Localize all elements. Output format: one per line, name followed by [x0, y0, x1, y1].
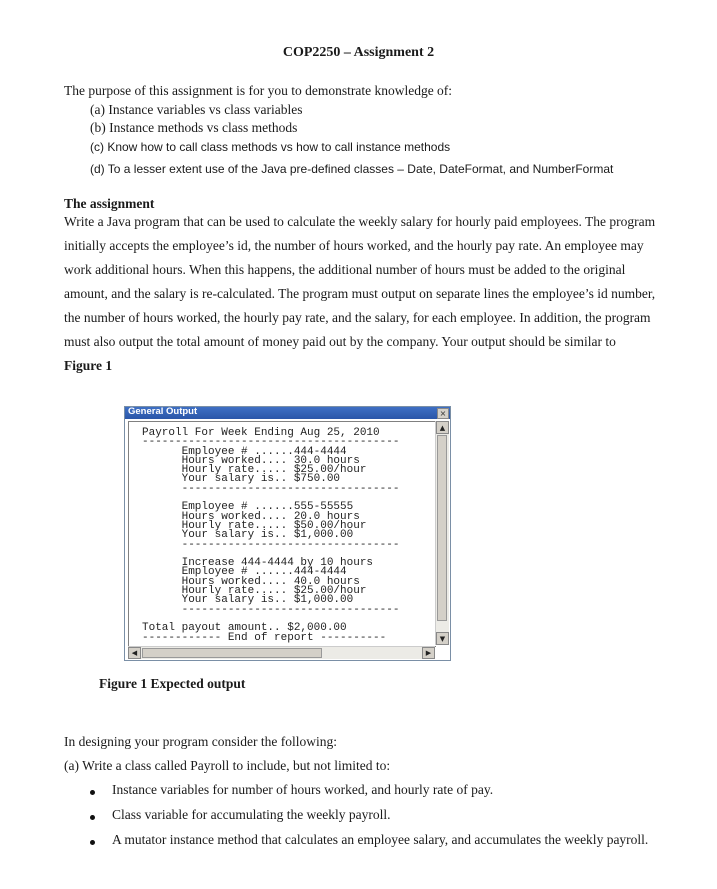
console-line: Your salary is.. $1,000.00 — [181, 594, 354, 607]
assignment-line-3: work additional hours. When this happens, the additional number of hours must be added to the original — [64, 262, 626, 277]
scroll-up-icon[interactable]: ▲ — [436, 421, 449, 434]
console-line: Hours worked.... 30.0 hours — [181, 454, 360, 467]
console-line: Your salary is.. $750.00 — [181, 473, 341, 486]
vertical-scrollbar[interactable] — [435, 421, 449, 645]
console-line: --------------------------------- — [181, 538, 400, 551]
figure-caption: Figure 1 Expected output — [99, 676, 246, 691]
console-line: Employee # ......444-4444 — [181, 445, 347, 458]
general-output-window — [124, 406, 451, 661]
console-line: Increase 444-4444 by 10 hours — [181, 557, 374, 570]
design-intro: In designing your program consider the following: — [64, 734, 337, 749]
console-line: Employee # ......555-55555 — [181, 501, 354, 514]
objective-b: (b) Instance methods vs class methods — [90, 120, 298, 135]
assignment-heading: The assignment — [64, 196, 155, 211]
window-titlebar — [125, 407, 450, 419]
scroll-left-icon[interactable]: ◀ — [128, 647, 141, 659]
assignment-line-5: the number of hours worked, the hourly pay rate, and the salary, for each employee. In addition, the program — [64, 310, 651, 325]
console-line: Hourly rate..... $25.00/hour — [181, 464, 367, 477]
bullet-item-1: Instance variables for number of hours worked, and hourly rate of pay. — [112, 782, 494, 797]
console-line: --------------------------------- — [181, 482, 400, 495]
scroll-right-icon[interactable]: ▶ — [422, 647, 435, 659]
console-line: Total payout amount.. $2,000.00 — [142, 622, 347, 635]
objective-c: (c) Know how to call class methods vs how to call instance methods — [90, 140, 451, 154]
bullet-icon — [90, 790, 95, 795]
bullet-icon — [90, 840, 95, 845]
window-title: General Output — [128, 406, 198, 417]
assignment-line-6: must also output the total amount of money paid out by the company. Your output should be similar to — [64, 334, 616, 349]
console-line: Hours worked.... 20.0 hours — [181, 510, 360, 523]
horizontal-scrollbar[interactable] — [128, 646, 435, 659]
assignment-line-1: Write a Java program that can be used to calculate the weekly salary for hourly paid employees. The program — [64, 214, 656, 229]
bullet-item-2: Class variable for accumulating the weekly payroll. — [112, 807, 391, 822]
console-line: Hourly rate..... $50.00/hour — [181, 519, 367, 532]
vertical-scroll-thumb[interactable] — [437, 435, 447, 621]
console-line: --------------------------------------- — [142, 436, 400, 449]
console-line: Payroll For Week Ending Aug 25, 2010 — [142, 427, 380, 439]
console-line: ------------ End of report ---------- — [142, 631, 387, 644]
figure-reference: Figure 1 — [64, 358, 113, 373]
console-line: Employee # ......444-4444 — [181, 566, 347, 579]
scroll-down-icon[interactable]: ▼ — [436, 632, 449, 645]
objective-d: (d) To a lesser extent use of the Java pre-defined classes – Date, DateFormat, and NumberFormat — [90, 162, 614, 176]
assignment-line-4: amount, and the salary is re-calculated. The program must output on separate lines the employee’s id number, — [64, 286, 656, 301]
intro-text: The purpose of this assignment is for you to demonstrate knowledge of: — [64, 83, 453, 98]
design-item-a: (a) Write a class called Payroll to include, but not limited to: — [64, 758, 391, 773]
console-line: Your salary is.. $1,000.00 — [181, 529, 354, 542]
page-title: COP2250 – Assignment 2 — [282, 45, 435, 60]
assignment-line-2: initially accepts the employee’s id, the number of hours worked, and the hourly pay rate. An employee may — [64, 238, 644, 253]
console-line: Hourly rate..... $25.00/hour — [181, 585, 367, 598]
console-line: Hours worked.... 40.0 hours — [181, 575, 360, 588]
objective-a: (a) Instance variables vs class variables — [90, 102, 303, 117]
close-icon[interactable]: × — [437, 408, 449, 419]
horizontal-scroll-thumb[interactable] — [142, 648, 322, 658]
bullet-item-3: A mutator instance method that calculates an employee salary, and accumulates the weekly payroll. — [112, 832, 649, 847]
console-line: --------------------------------- — [181, 603, 400, 616]
bullet-icon — [90, 815, 95, 820]
console-area — [128, 421, 436, 647]
console-output — [142, 429, 399, 643]
